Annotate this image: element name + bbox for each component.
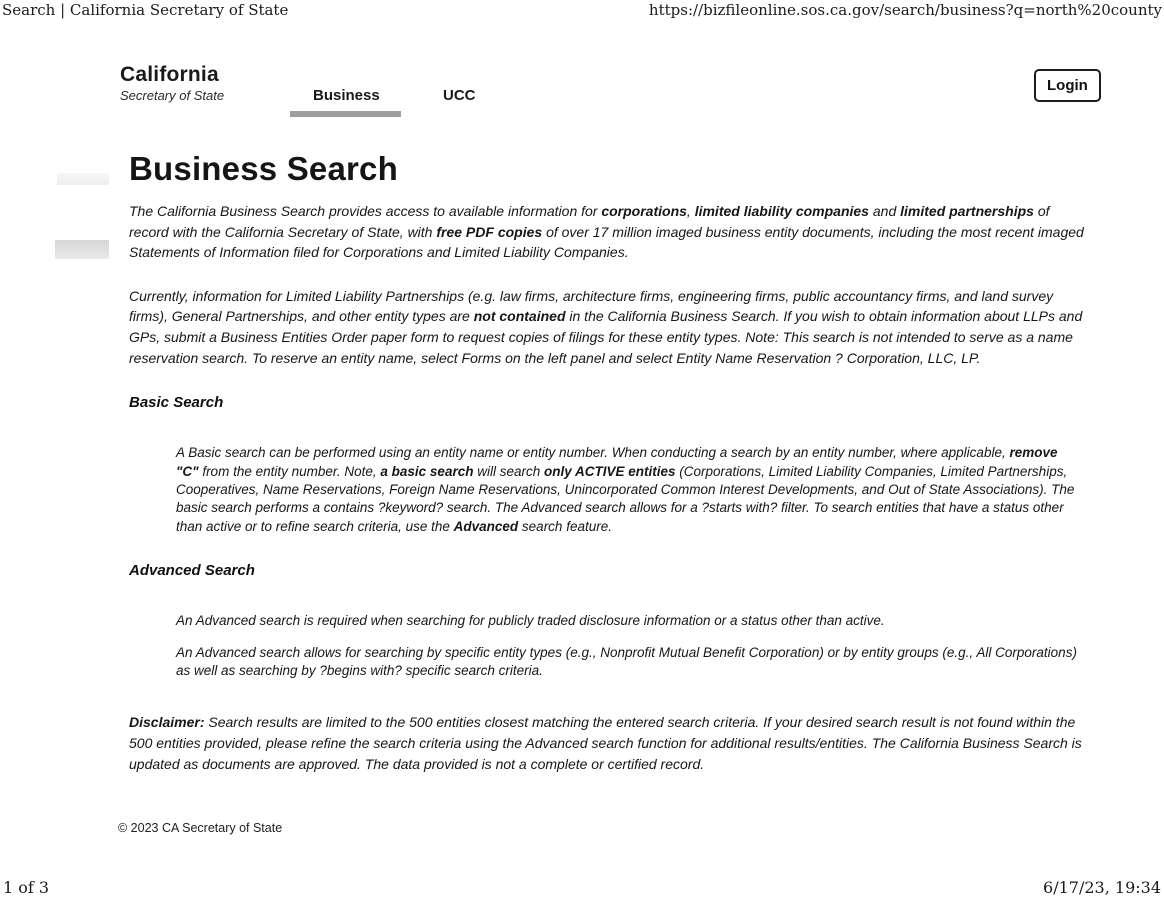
copyright-notice: © 2023 CA Secretary of State (118, 821, 283, 835)
basic-search-heading: Basic Search (129, 394, 224, 412)
print-header (0, 0, 1164, 19)
basic-search-paragraph: A Basic search can be performed using an entity name or entity number. When conducting a search by an entity number, where applicable, remove "C" from the entity number. Note, a basic search will search only ACTIVE entities (Corporations, Limited Liability Companies, Limited Partnerships, Cooperatives, Name Reservations, Foreign Name Reservations, Unincorporated Common Interest Developments, and Out of State Associations). The basic search performs a contains ?keyword? search. The Advanced search allows for a ?starts with? filter. To search entities that have a status other than active or to refine search criteria, use the Advanced search feature. (176, 445, 1075, 534)
login-button[interactable]: Login (1034, 69, 1101, 102)
page-title: Business Search (129, 150, 398, 187)
disclaimer-paragraph: Disclaimer: Search results are limited to the 500 entities closest matching the entered search criteria. If your desired search result is not found within the 500 entities provided, please refine the search criteria using the Advanced search function for additional results/entities. The California Business Search is updated as documents are approved. The data provided is not a complete or certified record. (129, 714, 1082, 772)
main-content (129, 150, 1086, 774)
llp-info-paragraph: Currently, information for Limited Liability Partnerships (e.g. law firms, architecture firms, engineering firms, public accountancy firms, and land survey firms), General Partnerships, and other entity types are not contained in the California Business Search. If you wish to obtain information about LLPs and GPs, submit a Business Entities Order paper form to request copies of filings for these entity types. Note: This search is not intended to serve as a name reservation search. To reserve an entity name, select Forms on the left panel and select Entity Name Reservation ? Corporation, LLC, LP. (129, 287, 1083, 366)
tab-ucc[interactable]: UCC (443, 87, 476, 104)
active-tab-underline (290, 111, 401, 117)
page-number: 1 of 3 (3, 878, 50, 897)
advanced-search-paragraph-1: An Advanced search is required when searching for publicly traded disclosure information or a status other than active. (176, 613, 885, 629)
site-logo[interactable] (120, 63, 224, 103)
tab-business[interactable]: Business (313, 87, 380, 104)
sidebar-remnant-top (57, 173, 109, 185)
intro-paragraph: The California Business Search provides access to available information for corporations, limited liability companies and limited partnerships of record with the California Secretary of State, with free PDF copies of over 17 million imaged business entity documents, including the most recent imaged Statements of Information filed for Corporations and Limited Liability Companies. (129, 203, 1084, 261)
logo-subtitle: Secretary of State (120, 88, 225, 103)
logo-title: California (120, 63, 219, 86)
sidebar-remnant-bottom (55, 240, 109, 259)
print-header-title: Search | California Secretary of State (2, 1, 289, 19)
advanced-search-heading: Advanced Search (129, 562, 255, 580)
print-footer (0, 878, 1164, 897)
print-datetime: 6/17/23, 19:34 (1043, 878, 1161, 897)
print-header-url: https://bizfileonline.sos.ca.gov/search/business?q=north%20county (648, 1, 1162, 19)
advanced-search-paragraph-2: An Advanced search allows for searching by specific entity types (e.g., Nonprofit Mutual Benefit Corporation) or by entity groups (e.g., All Corporations) as well as searching by ?begins with? specific search criteria. (176, 644, 1077, 678)
